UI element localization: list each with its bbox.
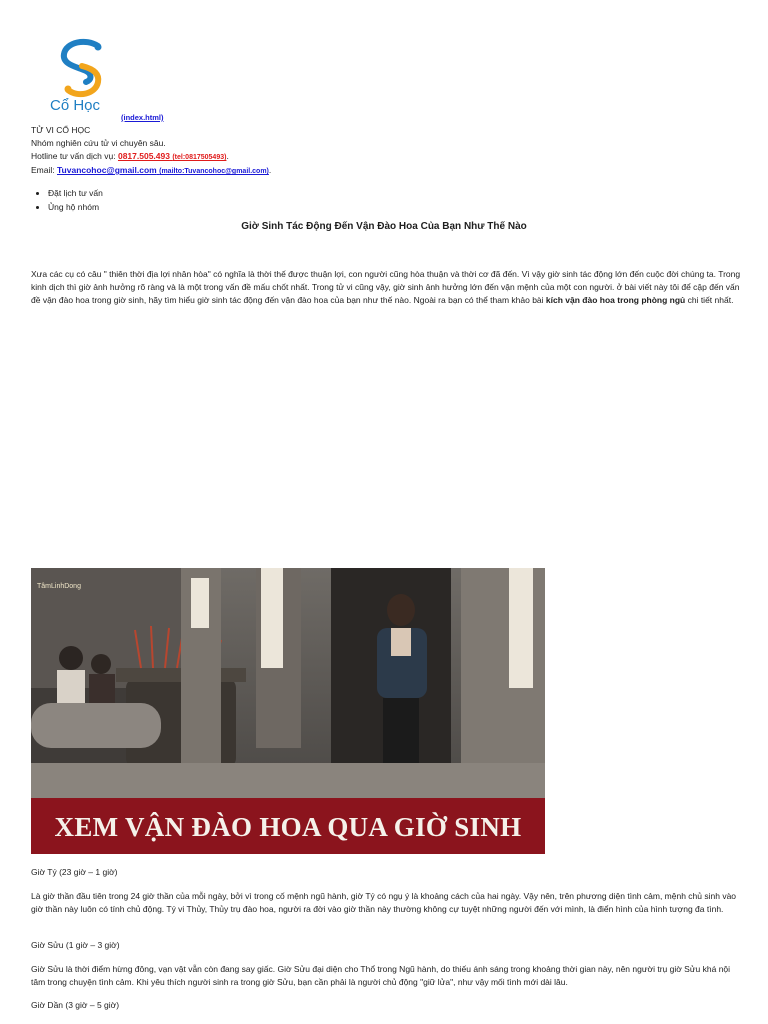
menu-item-booking[interactable]: • Đặt lịch tư vấn (48, 186, 103, 200)
section-text: Là giờ thần đầu tiên trong 24 giờ thần của mỗi ngày, bởi vì trong cố mệnh ngũ hành, giờ Tý có ngụ ý là khoảng cách của hai ngày. Vậy nên, trên phương diện tình cảm, mệnh chủ sinh vào giờ thần này luôn có tính chủ động. Tý vi Thủy, Thủy trụ đào hoa, người ra đời vào giờ thần này thường không cự tuyệt những người đến với mình, là điển hình của hình tượng đa tình. (31, 891, 737, 914)
section-heading: Giờ Sửu (1 giờ – 3 giờ) (31, 940, 120, 950)
article-intro: Xưa các cụ có câu " thiên thời địa lợi nhân hòa" có nghĩa là thời thế được thuận lợi, con người cũng hòa thuận và thời cơ đã đến. Vì vậy giờ sinh tác động lớn đến cuộc đời chúng ta. Trong kinh dịch thì giờ ảnh hưởng rõ ràng và là một trong vấn đề mấu chốt nhất. Trong tử vi cũng vậy, giờ sinh ảnh hưởng lớn đến vận mệnh của một con người. ở bài viết này tôi để cập đến vấn đề vận đào hoa trong giờ sinh, hãy tìm hiểu giờ sinh tác động đến vận đào hoa của bạn như thế nào. Ngoài ra bạn có thể tham khảo bài kích vận đào hoa trong phòng ngủ chi tiết nhất. (31, 269, 741, 305)
site-info (31, 124, 271, 178)
site-tagline: Nhóm nghiên cứu tử vi chuyên sâu. (31, 138, 166, 148)
menu-item-support[interactable]: • Ủng hộ nhóm (48, 200, 103, 214)
article-title: Giờ Sinh Tác Động Đến Vận Đào Hoa Của Bạn Như Thế Nào (241, 221, 527, 232)
section-text: Giờ Sửu là thời điểm hừng đông, vạn vật vẫn còn đang say giấc. Giờ Sửu đại diện cho Thổ trong Ngũ hành, do thiếu ánh sáng trong khoảng thời gian này, nên người trụ giờ Sửu khá nội tâm trong chuyện tình cảm. Khi yêu thích người sinh ra trong giờ Sửu, bạn cần phải là người chủ động "giữ lửa", như vậy mối tình mới dài lâu. (31, 964, 731, 987)
related-article-link[interactable]: kích vận đào hoa trong phòng ngủ (545, 295, 686, 305)
home-link[interactable]: (index.html) (121, 113, 164, 122)
email-line: Email: Tuvancohoc@gmail.com (mailto:Tuvancohoc@gmail.com). (31, 165, 272, 175)
hero-banner-text: XEM VẬN ĐÀO HOA QUA GIỜ SINH (54, 812, 522, 842)
site-name: TỬ VI CỔ HỌC (31, 125, 91, 135)
logo-text[interactable]: Cổ Học (50, 97, 101, 114)
section-heading: Giờ Tý (23 giờ – 1 giờ) (31, 867, 118, 877)
hotline-label: Hotline tư vấn dịch vụ: (31, 151, 118, 161)
hotline-link[interactable]: 0817.505.493 (tel:0817505493) (117, 151, 227, 161)
site-menu (31, 186, 103, 214)
email-link[interactable]: Tuvancohoc@gmail.com (mailto:Tuvancohoc@gmail.com) (56, 165, 269, 175)
hero-watermark: TâmLinhDong (37, 583, 81, 590)
email-label: Email: (31, 165, 57, 175)
section-heading: Giờ Dần (3 giờ – 5 giờ) (31, 1000, 120, 1010)
hotline-line: Hotline tư vấn dịch vụ: 0817.505.493 (tel:0817505493). (31, 151, 229, 161)
hero-image (31, 568, 545, 854)
